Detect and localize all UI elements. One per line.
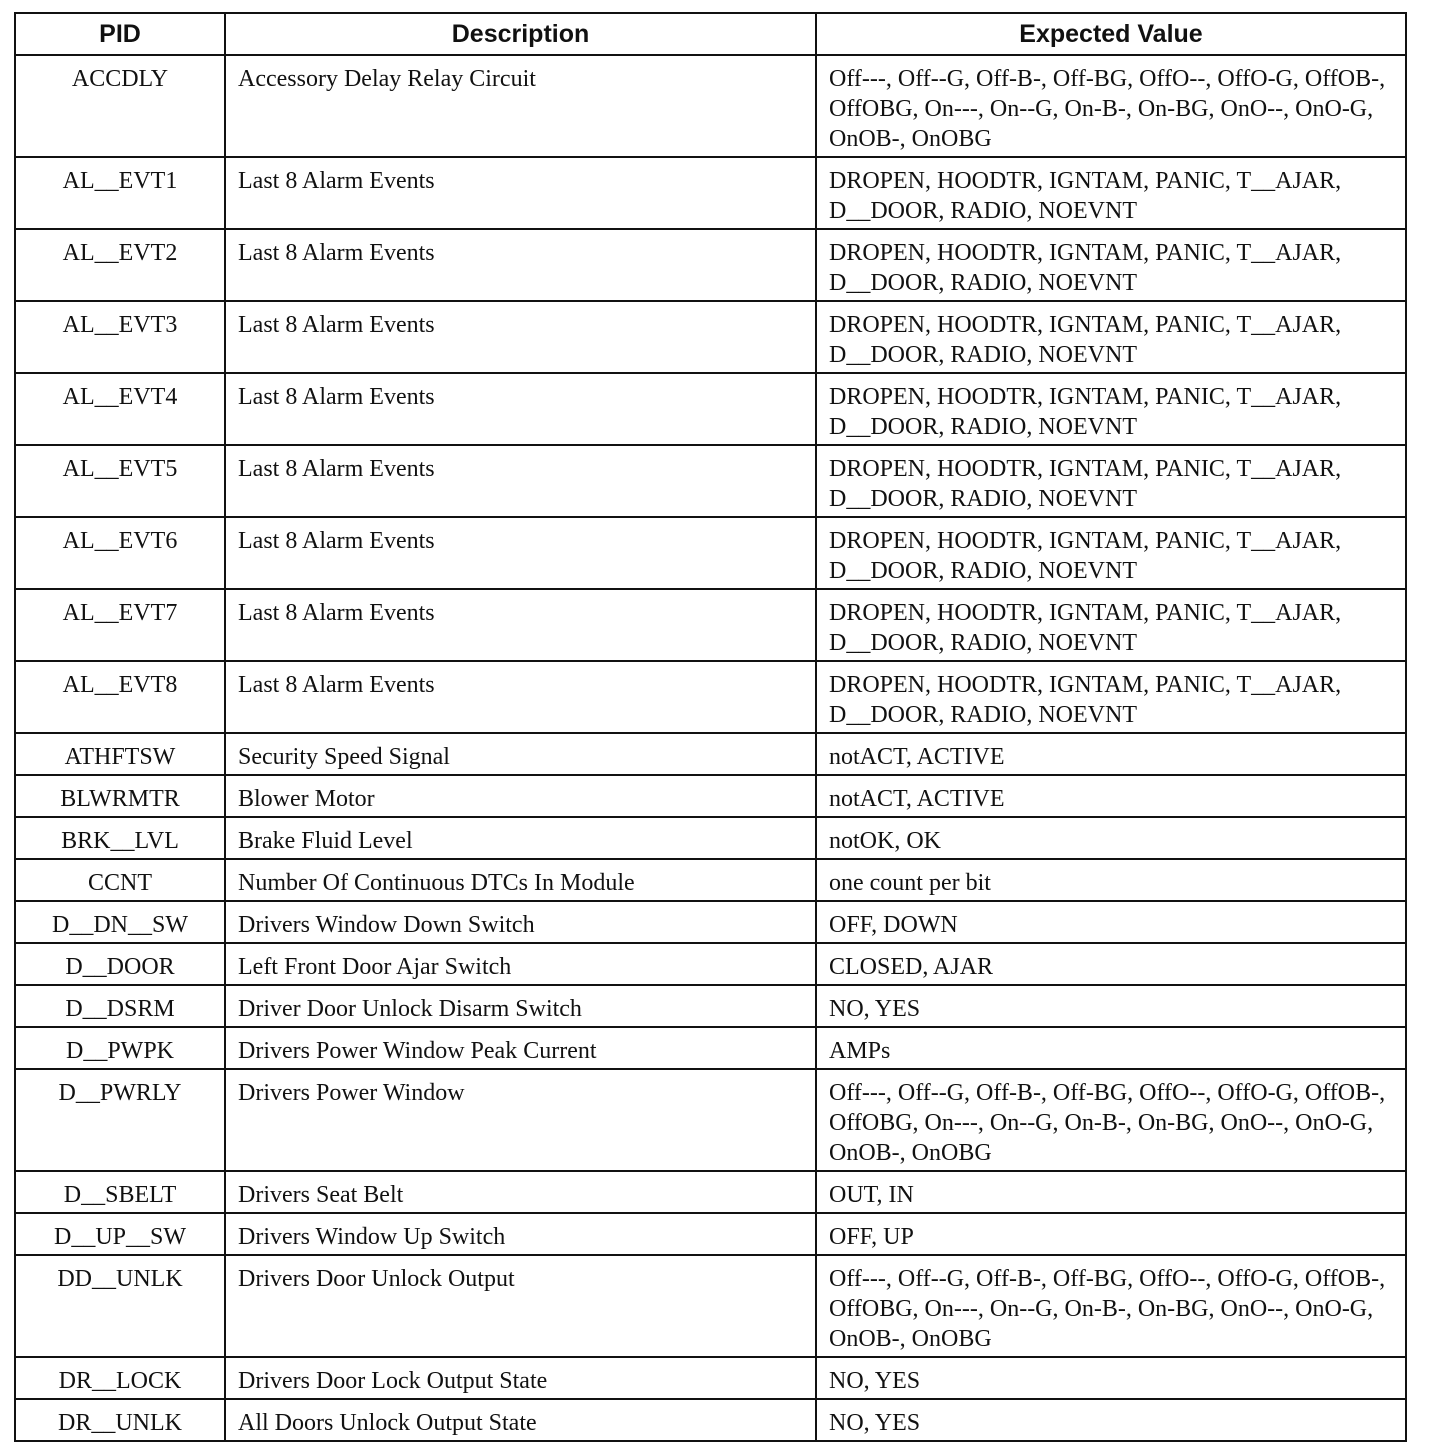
table-body — [15, 55, 1406, 1441]
expected-value-cell: DROPEN, HOODTR, IGNTAM, PANIC, T__AJAR, D__DOOR, RADIO, NOEVNT — [816, 157, 1406, 229]
expected-value-cell: DROPEN, HOODTR, IGNTAM, PANIC, T__AJAR, D__DOOR, RADIO, NOEVNT — [816, 373, 1406, 445]
pid-cell: AL__EVT1 — [15, 157, 225, 229]
table-row — [15, 943, 1406, 985]
table-row — [15, 985, 1406, 1027]
table-row — [15, 775, 1406, 817]
description-cell: Last 8 Alarm Events — [225, 517, 816, 589]
description-cell: Drivers Power Window Peak Current — [225, 1027, 816, 1069]
table-row — [15, 661, 1406, 733]
pid-cell: AL__EVT6 — [15, 517, 225, 589]
pid-reference-document — [14, 12, 1405, 1442]
expected-value-cell: Off---, Off--G, Off-B-, Off-BG, OffO--, OffO-G, OffOB-, OffOBG, On---, On--G, On-B-, On-BG, OnO--, OnO-G, OnOB-, OnOBG — [816, 1255, 1406, 1357]
expected-value-cell: OUT, IN — [816, 1171, 1406, 1213]
table-row — [15, 1069, 1406, 1171]
expected-value-cell: NO, YES — [816, 985, 1406, 1027]
description-cell: Drivers Window Down Switch — [225, 901, 816, 943]
pid-cell: D__DOOR — [15, 943, 225, 985]
pid-cell: AL__EVT8 — [15, 661, 225, 733]
table-row — [15, 1171, 1406, 1213]
description-cell: Drivers Door Unlock Output — [225, 1255, 816, 1357]
expected-value-cell: NO, YES — [816, 1357, 1406, 1399]
description-cell: Drivers Seat Belt — [225, 1171, 816, 1213]
description-cell: Left Front Door Ajar Switch — [225, 943, 816, 985]
pid-cell: DR__LOCK — [15, 1357, 225, 1399]
expected-value-cell: AMPs — [816, 1027, 1406, 1069]
column-header-pid: PID — [15, 13, 225, 55]
expected-value-cell: OFF, DOWN — [816, 901, 1406, 943]
expected-value-cell: DROPEN, HOODTR, IGNTAM, PANIC, T__AJAR, D__DOOR, RADIO, NOEVNT — [816, 589, 1406, 661]
pid-cell: D__DSRM — [15, 985, 225, 1027]
table-row — [15, 859, 1406, 901]
expected-value-cell: notACT, ACTIVE — [816, 733, 1406, 775]
pid-table — [14, 12, 1407, 1442]
description-cell: Accessory Delay Relay Circuit — [225, 55, 816, 157]
expected-value-cell: DROPEN, HOODTR, IGNTAM, PANIC, T__AJAR, D__DOOR, RADIO, NOEVNT — [816, 517, 1406, 589]
table-row — [15, 589, 1406, 661]
description-cell: Number Of Continuous DTCs In Module — [225, 859, 816, 901]
description-cell: Driver Door Unlock Disarm Switch — [225, 985, 816, 1027]
table-row — [15, 733, 1406, 775]
column-header-expected-value: Expected Value — [816, 13, 1406, 55]
table-row — [15, 1357, 1406, 1399]
description-cell: Brake Fluid Level — [225, 817, 816, 859]
expected-value-cell: NO, YES — [816, 1399, 1406, 1441]
expected-value-cell: DROPEN, HOODTR, IGNTAM, PANIC, T__AJAR, D__DOOR, RADIO, NOEVNT — [816, 301, 1406, 373]
description-cell: Last 8 Alarm Events — [225, 229, 816, 301]
table-row — [15, 445, 1406, 517]
pid-cell: ACCDLY — [15, 55, 225, 157]
table-header-row — [15, 13, 1406, 55]
table-row — [15, 1399, 1406, 1441]
expected-value-cell: notACT, ACTIVE — [816, 775, 1406, 817]
table-row — [15, 901, 1406, 943]
expected-value-cell: notOK, OK — [816, 817, 1406, 859]
pid-cell: ATHFTSW — [15, 733, 225, 775]
pid-cell: BLWRMTR — [15, 775, 225, 817]
description-cell: All Doors Unlock Output State — [225, 1399, 816, 1441]
pid-cell: AL__EVT4 — [15, 373, 225, 445]
table-row — [15, 229, 1406, 301]
table-row — [15, 1027, 1406, 1069]
expected-value-cell: DROPEN, HOODTR, IGNTAM, PANIC, T__AJAR, D__DOOR, RADIO, NOEVNT — [816, 445, 1406, 517]
pid-cell: AL__EVT3 — [15, 301, 225, 373]
column-header-description: Description — [225, 13, 816, 55]
description-cell: Drivers Door Lock Output State — [225, 1357, 816, 1399]
table-row — [15, 517, 1406, 589]
pid-cell: DR__UNLK — [15, 1399, 225, 1441]
table-row — [15, 1255, 1406, 1357]
pid-cell: D__SBELT — [15, 1171, 225, 1213]
description-cell: Last 8 Alarm Events — [225, 157, 816, 229]
description-cell: Drivers Window Up Switch — [225, 1213, 816, 1255]
pid-cell: D__PWPK — [15, 1027, 225, 1069]
description-cell: Last 8 Alarm Events — [225, 445, 816, 517]
pid-cell: DD__UNLK — [15, 1255, 225, 1357]
pid-cell: D__PWRLY — [15, 1069, 225, 1171]
description-cell: Last 8 Alarm Events — [225, 301, 816, 373]
table-row — [15, 817, 1406, 859]
description-cell: Last 8 Alarm Events — [225, 373, 816, 445]
pid-cell: AL__EVT7 — [15, 589, 225, 661]
expected-value-cell: Off---, Off--G, Off-B-, Off-BG, OffO--, OffO-G, OffOB-, OffOBG, On---, On--G, On-B-, On-BG, OnO--, OnO-G, OnOB-, OnOBG — [816, 1069, 1406, 1171]
table-row — [15, 301, 1406, 373]
expected-value-cell: OFF, UP — [816, 1213, 1406, 1255]
pid-cell: D__UP__SW — [15, 1213, 225, 1255]
expected-value-cell: one count per bit — [816, 859, 1406, 901]
description-cell: Last 8 Alarm Events — [225, 661, 816, 733]
description-cell: Drivers Power Window — [225, 1069, 816, 1171]
table-row — [15, 373, 1406, 445]
table-row — [15, 55, 1406, 157]
description-cell: Security Speed Signal — [225, 733, 816, 775]
expected-value-cell: Off---, Off--G, Off-B-, Off-BG, OffO--, OffO-G, OffOB-, OffOBG, On---, On--G, On-B-, On-BG, OnO--, OnO-G, OnOB-, OnOBG — [816, 55, 1406, 157]
description-cell: Blower Motor — [225, 775, 816, 817]
description-cell: Last 8 Alarm Events — [225, 589, 816, 661]
pid-cell: BRK__LVL — [15, 817, 225, 859]
pid-cell: AL__EVT5 — [15, 445, 225, 517]
table-row — [15, 157, 1406, 229]
expected-value-cell: DROPEN, HOODTR, IGNTAM, PANIC, T__AJAR, D__DOOR, RADIO, NOEVNT — [816, 229, 1406, 301]
expected-value-cell: CLOSED, AJAR — [816, 943, 1406, 985]
pid-cell: AL__EVT2 — [15, 229, 225, 301]
table-row — [15, 1213, 1406, 1255]
pid-cell: D__DN__SW — [15, 901, 225, 943]
expected-value-cell: DROPEN, HOODTR, IGNTAM, PANIC, T__AJAR, D__DOOR, RADIO, NOEVNT — [816, 661, 1406, 733]
pid-cell: CCNT — [15, 859, 225, 901]
